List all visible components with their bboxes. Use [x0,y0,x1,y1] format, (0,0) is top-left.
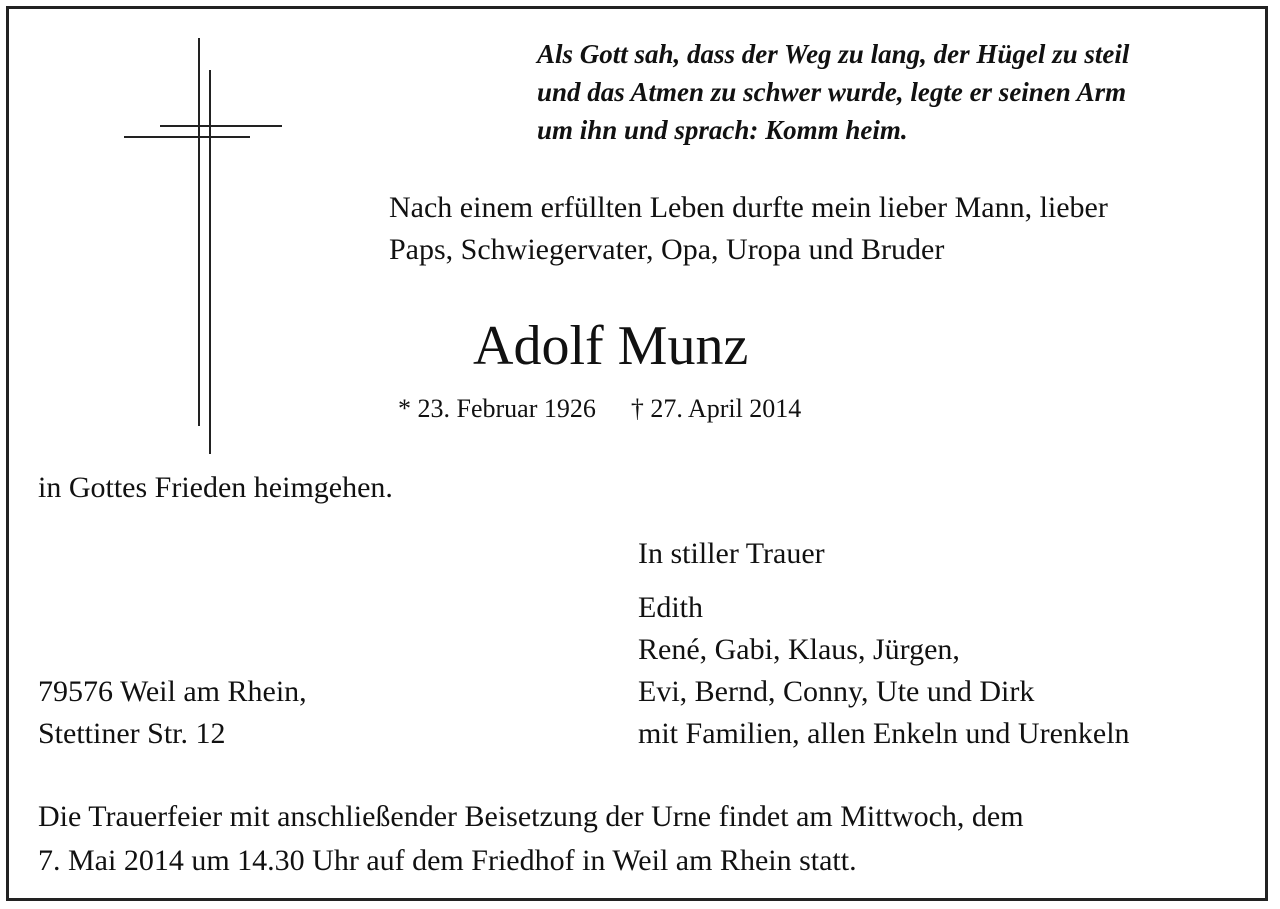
address-line: Stettiner Str. 12 [38,717,226,750]
ceremony-line: 7. Mai 2014 um 14.30 Uhr auf dem Friedhof in Weil am Rhein statt. [38,844,857,877]
address-line: 79576 Weil am Rhein, [38,675,307,708]
quote-line: um ihn und sprach: Komm heim. [537,115,908,145]
deceased-name: Adolf Munz [473,315,749,377]
birth-date: * 23. Februar 1926 [398,394,596,423]
mourner-line: Evi, Bernd, Conny, Ute und Dirk [638,675,1035,708]
quote-line: Als Gott sah, dass der Weg zu lang, der Hügel zu steil [537,39,1130,69]
closing-phrase: in Gottes Frieden heimgehen. [38,471,393,504]
mourner-line: mit Familien, allen Enkeln und Urenkeln [638,717,1130,750]
ceremony-line: Die Trauerfeier mit anschließender Beisetzung der Urne findet am Mittwoch, dem [38,800,1024,833]
intro-line: Paps, Schwiegervater, Opa, Uropa und Bruder [389,233,945,266]
death-date: † 27. April 2014 [630,394,802,423]
intro-text [389,187,1108,271]
mourners-heading: In stiller Trauer [638,537,825,570]
address [38,671,307,755]
deceased-dates [398,393,801,425]
mourner-line: René, Gabi, Klaus, Jürgen, [638,633,960,666]
ceremony-info [38,795,1024,883]
mourner-line: Edith [638,591,703,624]
quote-line: und das Atmen zu schwer wurde, legte er seinen Arm [537,77,1127,107]
mourners-list [638,587,1130,755]
quote-block [537,35,1129,149]
intro-line: Nach einem erfüllten Leben durfte mein lieber Mann, lieber [389,191,1108,224]
